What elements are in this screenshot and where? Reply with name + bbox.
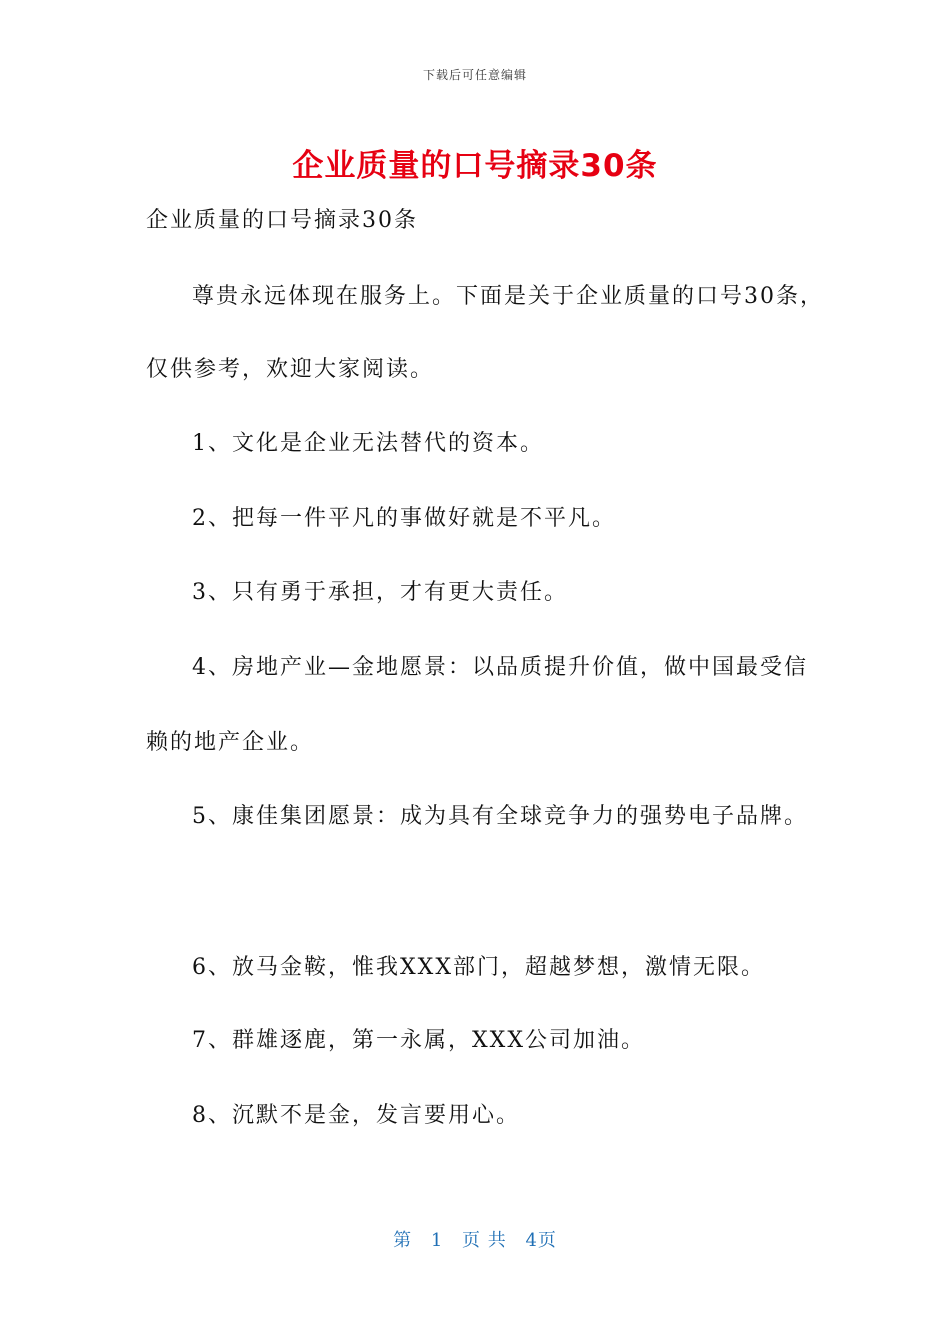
document-title: 企业质量的口号摘录30条 <box>292 148 658 184</box>
intro-paragraph-line-1: 尊贵永远体现在服务上。下面是关于企业质量的口号30条， <box>192 284 824 309</box>
list-item: 6、放马金鞍，惟我XXX部门，超越梦想，激情无限。 <box>192 955 765 980</box>
footer-page-word: 第 <box>393 1230 413 1251</box>
list-item: 8、沉默不是金，发言要用心。 <box>192 1103 520 1128</box>
list-item: 3、只有勇于承担，才有更大责任。 <box>192 580 568 605</box>
list-item: 5、康佳集团愿景：成为具有全球竞争力的强势电子品牌。 <box>192 804 808 829</box>
intro-paragraph-line-2: 仅供参考，欢迎大家阅读。 <box>146 357 435 382</box>
footer-page-of: 页 共 <box>462 1230 507 1251</box>
page-footer <box>0 1226 950 1252</box>
header-note: 下载后可任意编辑 <box>422 68 527 82</box>
list-item: 2、把每一件平凡的事做好就是不平凡。 <box>192 506 616 531</box>
list-item: 1、文化是企业无法替代的资本。 <box>192 431 544 456</box>
footer-page-total: 4页 <box>525 1230 557 1251</box>
list-item: 4、房地产业—金地愿景：以品质提升价值，做中国最受信 <box>192 655 808 680</box>
footer-page-current: 1 <box>430 1230 444 1251</box>
list-item: 7、群雄逐鹿，第一永属，XXX公司加油。 <box>192 1028 645 1053</box>
list-item-continuation: 赖的地产企业。 <box>146 730 315 755</box>
document-subtitle: 企业质量的口号摘录30条 <box>146 208 418 233</box>
